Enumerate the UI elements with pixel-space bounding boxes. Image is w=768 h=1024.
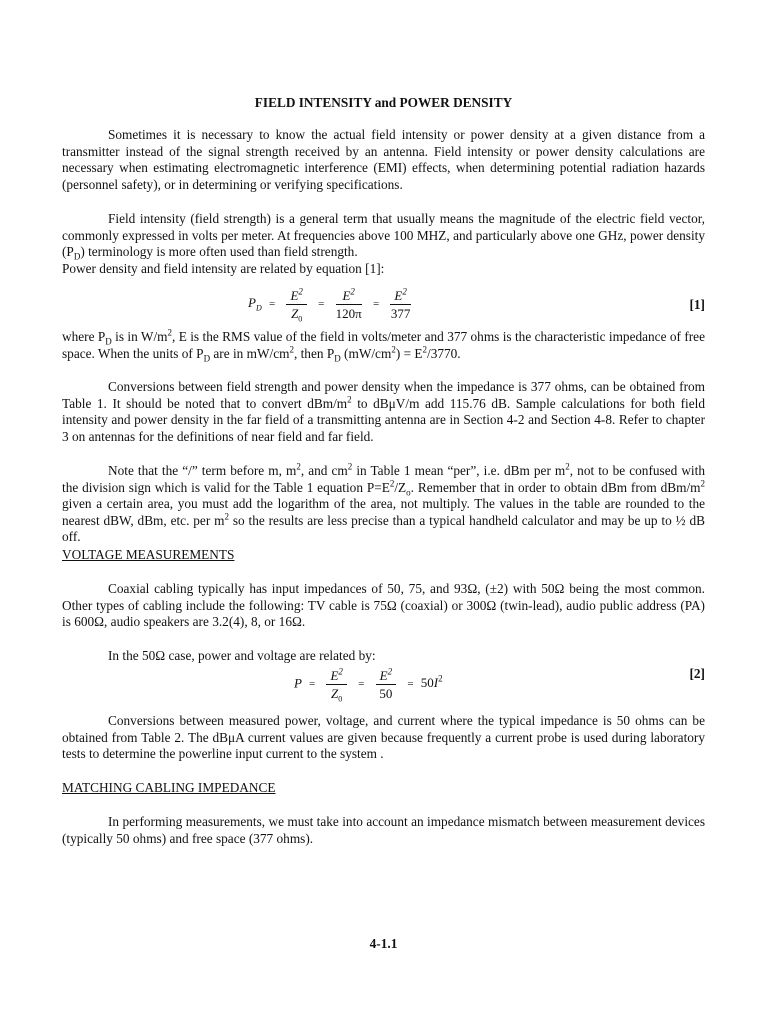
- voltage-measurements-heading: VOLTAGE MEASUREMENTS: [62, 547, 235, 562]
- equation-2-intro: In the 50Ω case, power and voltage are related by:: [108, 648, 376, 663]
- document-page: [62, 0, 705, 1024]
- equation-1: $P_D$ = $\frac{E^2}{Z_0}$ = $\frac{E^2}{120\pi}$ = $\frac{E^2}{377}$: [248, 286, 411, 324]
- equation-2-label: [2]: [689, 666, 705, 681]
- page-number: 4-1.1: [369, 936, 398, 951]
- per-note-paragraph: Note that the “/” term before m, $m^2$, and $cm^2$ in Table 1 mean “per”, i.e. dBm per $m^2$, not to be confused with the division sign which is valid for the Table 1 equation $P=E^2/Z_o$. Remember that in order to obtain dBm from dBm/$m^2$ given a certain area, you must add the logarithm of the area, not multiply. The values in the table are rounded to the nearest dBW, dBm, etc. per $m^2$ so the results are less precise than a typical handheld calculator and may be up to ½ dB off.: [62, 461, 705, 545]
- document-title: FIELD INTENSITY and POWER DENSITY: [254, 95, 513, 110]
- equation-1-fraction-120pi: $\frac{E^2}{120\pi}$: [335, 286, 362, 321]
- conversions-paragraph: Conversions between field strength and power density when the impedance is 377 ohms, can be obtained from Table 1. It should be noted that to convert dBm/$m^2$ to dBμV/m add 115.76 dB. Sample calculations for both field intensity and power density in the far field of a transmitting antenna are in Section 4-2 and Section 4-8. Refer to chapter 3 on antennas for the definitions of near field and far field.: [62, 379, 705, 444]
- current-paragraph: Conversions between measured power, voltage, and current where the typical impedance is 50 ohms can be obtained from Table 2. The dBμA current values are given because frequently a current probe is used during laboratory tests to determine the powerline input current to the system .: [62, 713, 705, 762]
- equation-2-fraction-50: $\frac{E^2}{50}$: [376, 668, 396, 701]
- impedance-mismatch-paragraph: In performing measurements, we must take into account an impedance mismatch between measurement devices (typically 50 ohms) and free space (377 ohms).: [62, 814, 705, 846]
- intro-paragraph: Sometimes it is necessary to know the actual field intensity or power density at a given distance from a transmitter instead of the signal strength received by an antenna. Field intensity or power density calculations are necessary when estimating electromagnetic interference (EMI) effects, when determining potential radiation hazards (personnel safety), or in determining or verifying specifications.: [62, 127, 705, 192]
- matching-cabling-heading: MATCHING CABLING IMPEDANCE: [62, 780, 276, 795]
- equation-1-fraction-z0: $\frac{E^2}{Z_0}$: [286, 288, 306, 321]
- coaxial-paragraph: Coaxial cabling typically has input impedances of 50, 75, and 93Ω, (±2) with 50Ω being the most common. Other types of cabling include the following: TV cable is 75Ω (coaxial) or 300Ω (twin-lead), audio public address (PA) is 600Ω, audio speakers are 3.2(4), 8, or 16Ω.: [62, 581, 705, 630]
- units-paragraph: where $P_D$ is in $W/m^2$, E is the RMS value of the field in volts/meter and 377 ohms is the characteristic impedance of free space. When the units of $P_D$ are in $mW/cm^2$, then $P_D$ $(mW/cm^2) = E^2/3770$.: [62, 327, 705, 364]
- equation-1-intro: Power density and field intensity are related by equation [1]:: [62, 261, 385, 276]
- equation-2: P = $\frac{E^2}{Z_0}$ = $\frac{E^2}{50}$ = $50I^2$: [294, 666, 443, 704]
- field-intensity-paragraph: Field intensity (field strength) is a general term that usually means the magnitude of the electric field vector, commonly expressed in volts per meter. At frequencies above 100 MHZ, and particularly above one GHz, power density $(P_D)$ terminology is more often used than field strength.: [62, 211, 705, 262]
- equation-1-label: [1]: [689, 297, 705, 312]
- equation-1-fraction-377: $\frac{E^2}{377}$: [390, 286, 411, 321]
- equation-2-fraction-z0: $\frac{E^2}{Z_0}$: [326, 668, 346, 701]
